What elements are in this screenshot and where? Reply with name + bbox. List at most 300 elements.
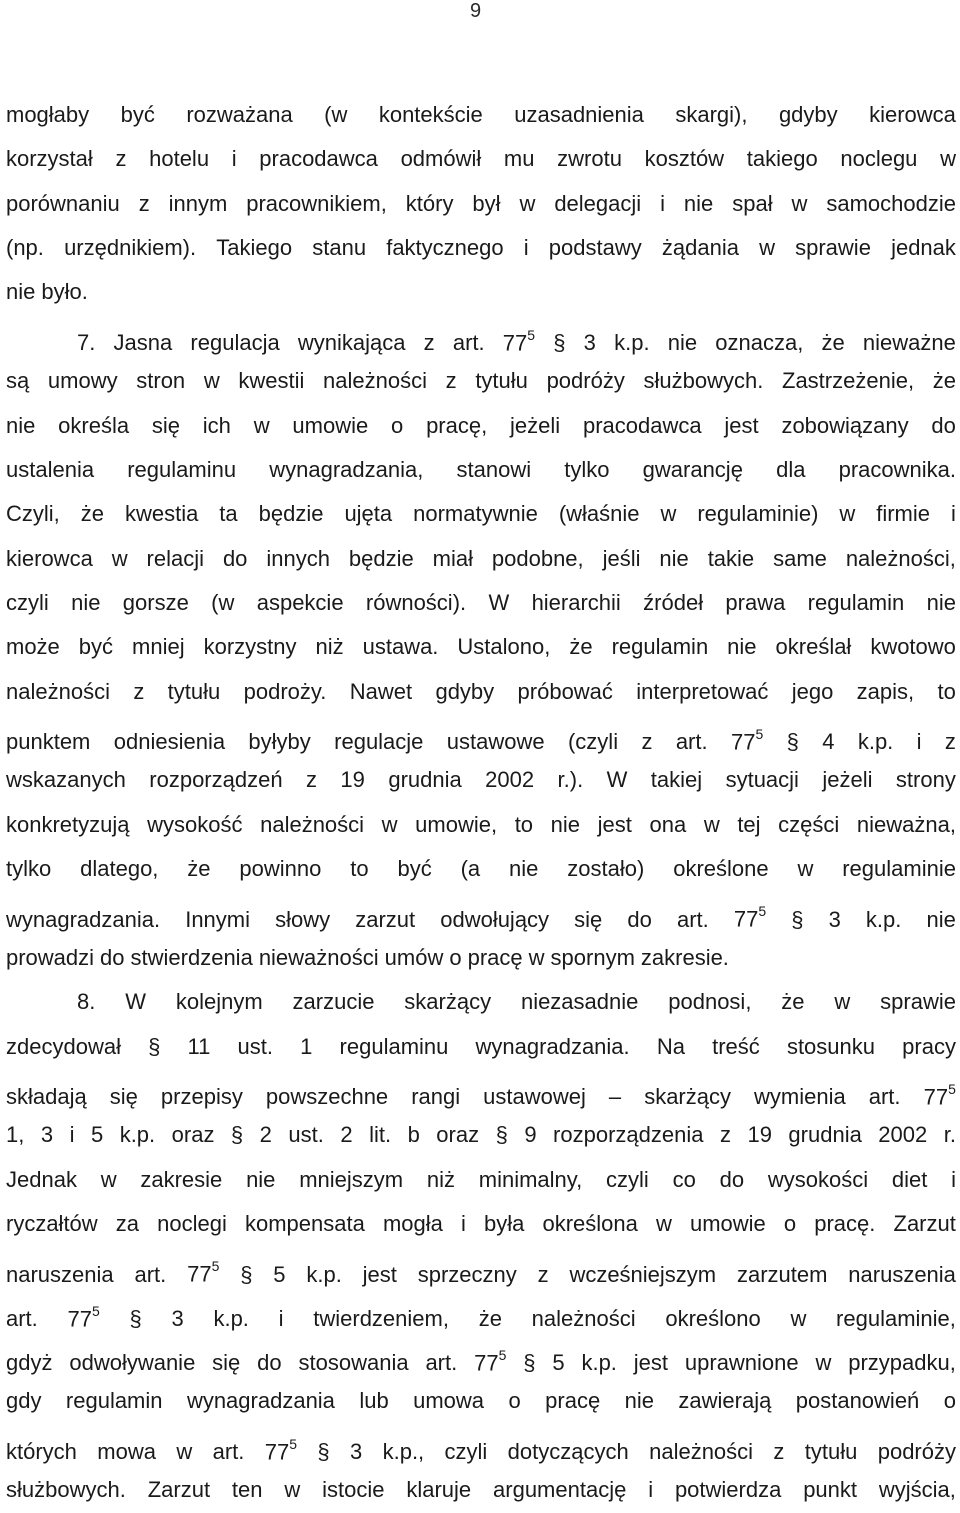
word: gdy [6,1388,42,1414]
word: interpretować [636,678,769,704]
word: Zastrzeżenie, [782,368,915,394]
word: źródeł [643,589,704,615]
word: prowadzi [6,944,95,970]
word: należności [531,1306,636,1332]
word: noclegu [840,146,918,172]
word: takiej [650,767,703,793]
word: może [6,634,60,660]
word: rozważana [186,102,293,127]
word: zobowiązany [781,412,909,438]
word: to [514,811,534,837]
word: lub [359,1388,389,1414]
word: r.). [557,767,584,793]
word: jest [724,412,759,438]
word: skargi), [675,102,748,127]
word: mniejszym [299,1166,404,1192]
word: porównaniu [6,190,120,216]
text-line [6,1246,956,1290]
word: gorsze [122,589,189,615]
word: gwarancję [642,456,743,482]
word: nie [727,634,757,660]
word: podstawy [548,235,642,261]
word: tylko [564,456,610,482]
word: grudnia [788,1122,862,1148]
word: w [528,944,545,970]
word: w [759,235,775,261]
word: potwierdza [674,1477,782,1503]
word: podróży [877,1439,956,1465]
word: w [791,190,808,216]
word: który [405,190,454,216]
word: równości). [365,589,467,615]
word: wynagradzania. [475,1033,630,1059]
word: odniesienia [113,729,226,755]
word: czyli [6,589,49,615]
text-line [6,1335,956,1379]
word: pracownika. [838,456,956,482]
word: kontekście [378,102,483,127]
word: należności [6,678,110,704]
word: k.p. [857,729,894,755]
word: pracy [902,1033,956,1059]
word: mowa [97,1439,156,1465]
word: konkretyzują [6,811,130,837]
word: do [257,1350,282,1376]
word: stosowania [298,1350,409,1376]
word: umowie [689,1210,766,1236]
word: w [203,368,220,394]
word: skarżący [404,989,492,1015]
word: nie [926,906,956,932]
word: dlatego, [80,856,159,882]
text-line [6,847,956,891]
text-line [6,270,956,314]
word: lit. [369,1122,392,1148]
word: do [719,1166,745,1192]
word: 11 [187,1033,211,1059]
word: spornym [550,944,635,970]
text-line [6,1424,956,1468]
word: w [519,190,536,216]
word: dla [776,456,806,482]
word: zarzucie [292,989,375,1015]
word: i [951,1166,956,1192]
text-line [6,936,956,980]
text-line [6,226,956,270]
word: się [151,412,180,438]
word: że [932,368,956,394]
word: jego [791,678,834,704]
word: k.p. [306,1261,342,1287]
word: rozporządzeń [149,767,283,793]
word: służbowych. [6,1477,126,1503]
word: Nawet [349,678,413,704]
word: art. [425,1350,458,1376]
word: stanu [312,235,367,261]
word: do [627,906,652,932]
word: Jasna [113,330,173,356]
word: i [523,235,529,261]
word: niż [426,1166,455,1192]
word: odwołujący [440,906,550,932]
text-line [6,891,956,935]
word: $77^5$ [733,903,767,932]
word: 2 [259,1122,272,1148]
word: nie [6,412,36,438]
word: określa [58,412,130,438]
text-line [6,1202,956,1246]
word: podobne, [491,545,584,571]
text-line [6,1069,956,1113]
word: próbować [517,678,613,704]
word: oznacza, [715,330,804,356]
word: nie [550,811,581,837]
word: z [719,1122,731,1148]
word: przypadku, [848,1350,956,1376]
word: § [317,1439,330,1465]
word: należności [260,811,365,837]
word: podroży. [243,678,327,704]
word: słowy [275,906,331,932]
word: zwrotu [557,146,622,172]
document-body [6,93,956,1513]
word: umów [384,944,444,970]
word: 5 [273,1261,286,1287]
word: takiego [746,146,818,172]
word: umowie, [415,811,498,837]
word: że [821,330,845,356]
word: gdyby [778,102,838,127]
word: nieważności [258,944,379,970]
word: zostało) [567,856,645,882]
word: zapis, [856,678,915,704]
word: do [931,412,956,438]
word: będzie [348,545,414,571]
word: należności, [845,545,956,571]
text-line [6,93,956,137]
word: wcześniejszym [569,1261,717,1287]
word: 3 [583,330,596,356]
word: określona [542,1210,638,1236]
word: tytułu [475,368,528,394]
word: należności [649,1439,754,1465]
word: i [278,1306,284,1332]
word: grudnia [388,767,462,793]
word: że [80,501,104,527]
word: z [115,146,127,172]
word: stanowi [456,456,532,482]
word: argumentację [493,1477,627,1503]
word: art. [134,1261,167,1287]
word: i [660,190,665,216]
word: sytuacji [725,767,799,793]
word: umowy [47,368,118,394]
word: mniej [132,634,185,660]
word: ust. [237,1033,273,1059]
word: umowa [413,1388,485,1414]
word: twierdzeniem, [313,1306,449,1332]
text-line [6,581,956,625]
word: § [495,1122,508,1148]
text-line [6,670,956,714]
word: klaruje [406,1477,472,1503]
word: kwestii [238,368,305,394]
word: zawierają [678,1388,772,1414]
word: był [472,190,501,216]
word: tylko [6,856,52,882]
word: art. [212,1439,245,1465]
word: mu [503,146,535,172]
word: nie [6,279,36,305]
word: § [786,729,799,755]
word: z [423,330,435,356]
word: ustawowe [446,729,545,755]
word: powinno [239,856,322,882]
word: pracodawca [582,412,702,438]
word: regulaminie) [697,501,819,527]
word: – [608,1084,622,1110]
word: w [703,811,720,837]
word: że [569,634,593,660]
word: Czyli, [6,501,60,527]
word: składają [6,1084,87,1110]
word: się [574,906,603,932]
word: $77^5$ [67,1302,100,1332]
word: kosztów [644,146,725,172]
text-line [6,537,956,581]
word: hierarchii [531,589,621,615]
word: k.p. [119,1122,156,1148]
word: k.p., [382,1439,425,1465]
word: tytułu [167,678,221,704]
word: ustawowej [483,1084,586,1110]
word: z [138,190,150,216]
text-line [6,137,956,181]
word: 19 [747,1122,772,1148]
word: gdyby [435,678,495,704]
text-line [6,980,956,1024]
word: stron [136,368,186,394]
word: pracę. [814,1210,876,1236]
word: mogłaby [6,102,90,127]
word: prawa [725,589,786,615]
word: naruszenia [6,1261,114,1287]
word: uprawnione [684,1350,799,1376]
text-line [6,182,956,226]
word: jeżeli [822,767,873,793]
word: w [655,1210,672,1236]
word: wynikająca [297,330,406,356]
word: było. [41,279,88,305]
word: 2002 [878,1122,928,1148]
word: w [797,856,814,882]
word: nie [246,1166,276,1192]
word: w [839,501,856,527]
word: do [222,545,248,571]
word: firmie [876,501,931,527]
word: i [231,146,237,172]
word: z [445,368,457,394]
word: wyjścia, [878,1477,956,1503]
word: (a [460,856,481,882]
word: skarżący [644,1084,731,1110]
word: ta [219,501,238,527]
word: Innymi [185,906,250,932]
word: $77^5$ [502,326,536,356]
word: jest [633,1350,669,1376]
word: nie [683,190,714,216]
word: oraz [436,1122,480,1148]
word: regulacja [190,330,280,356]
word: jeżeli [510,412,561,438]
word: określono [665,1306,761,1332]
word: nie [659,545,689,571]
word: regulacje [334,729,424,755]
word: 7. [77,330,96,356]
word: określone [673,856,769,882]
word: zakresie. [640,944,729,970]
word: k.p. [614,330,650,356]
word: korzystny [203,634,297,660]
word: czyli [444,1439,488,1465]
word: $77^5$ [264,1435,298,1465]
word: być [120,102,155,127]
word: W [606,767,628,793]
word: jeśli [602,545,641,571]
word: nieważna, [856,811,956,837]
word: być [78,634,114,660]
word: Na [656,1033,685,1059]
word: faktycznego [386,235,504,261]
word: pracownikiem, [246,190,387,216]
word: ujęta [344,501,393,527]
word: k.p. [865,906,902,932]
word: jest [362,1261,397,1287]
word: wysokości [767,1166,869,1192]
word: 3 [828,906,841,932]
word: ich [202,412,231,438]
word: nie [667,330,698,356]
text-line [6,803,956,847]
word: pracę, [426,412,488,438]
word: 3 [349,1439,363,1465]
word: miał [432,545,473,571]
text-line [6,404,956,448]
word: i [648,1477,654,1503]
word: Jednak [6,1166,77,1192]
text-line [6,448,956,492]
word: regulaminu [127,456,237,482]
word: zakresie [140,1166,223,1192]
word: ten [231,1477,263,1503]
word: zarzut [355,906,416,932]
word: § [791,906,804,932]
word: Ustalono, [457,634,551,660]
word: sprzeczny [417,1261,517,1287]
word: Zarzut [893,1210,956,1236]
word: rozporządzenia [553,1122,704,1148]
word: zarzutem [736,1261,828,1287]
word: innych [266,545,330,571]
word: 8. [77,989,96,1015]
word: hotelu [149,146,210,172]
word: podnosi, [668,989,752,1015]
word: art. [676,906,709,932]
word: i [69,1122,75,1148]
word: regulaminie, [836,1306,956,1332]
word: § [129,1306,142,1332]
word: art. [675,729,708,755]
word: ustawa. [362,634,439,660]
text-line [6,1158,956,1202]
word: spał [732,190,773,216]
word: gdyż [6,1350,53,1376]
word: w [111,545,128,571]
word: relacji [146,545,205,571]
word: delegacji [554,190,642,216]
word: o [783,1210,797,1236]
word: treść [712,1033,760,1059]
word: w [253,412,270,438]
text-line [6,359,956,403]
word: w [381,811,398,837]
word: 5 [90,1122,104,1148]
word: niezasadnie [520,989,639,1015]
word: nie [71,589,101,615]
word: aspekcie [256,589,344,615]
word: 5 [552,1350,565,1376]
word: minimalny, [478,1166,583,1192]
word: § [553,330,566,356]
word: kierowca [6,545,93,571]
word: określał [775,634,852,660]
word: pracę [467,944,523,970]
word: odwoływanie [69,1350,196,1376]
word: $77^5$ [730,726,764,755]
word: to [937,678,956,704]
word: § [240,1261,253,1287]
word: zdecydował [6,1033,121,1059]
word: że [187,856,211,882]
word: że [781,989,805,1015]
word: § [230,1122,244,1148]
word: ona [649,811,687,837]
word: § [523,1350,536,1376]
word: $77^5$ [923,1080,956,1110]
word: z [306,767,317,793]
word: 3 [171,1306,184,1332]
word: nieważne [862,330,956,356]
word: nie [509,856,539,882]
word: punktem [6,729,91,755]
word: 1 [300,1033,313,1059]
word: odmówił [400,146,482,172]
word: żądania [661,235,739,261]
word: kompensata [244,1210,365,1236]
word: art. [868,1084,901,1110]
word: 4 [822,729,835,755]
word: regulamin [807,589,905,615]
word: tej [737,811,761,837]
word: o [943,1388,956,1414]
word: k.p. [581,1350,617,1376]
word: 19 [340,767,365,793]
word: w [100,1166,117,1192]
word: umowie [292,412,369,438]
word: była [483,1210,525,1236]
word: wynagradzania, [269,456,424,482]
word: wskazanych [6,767,126,793]
